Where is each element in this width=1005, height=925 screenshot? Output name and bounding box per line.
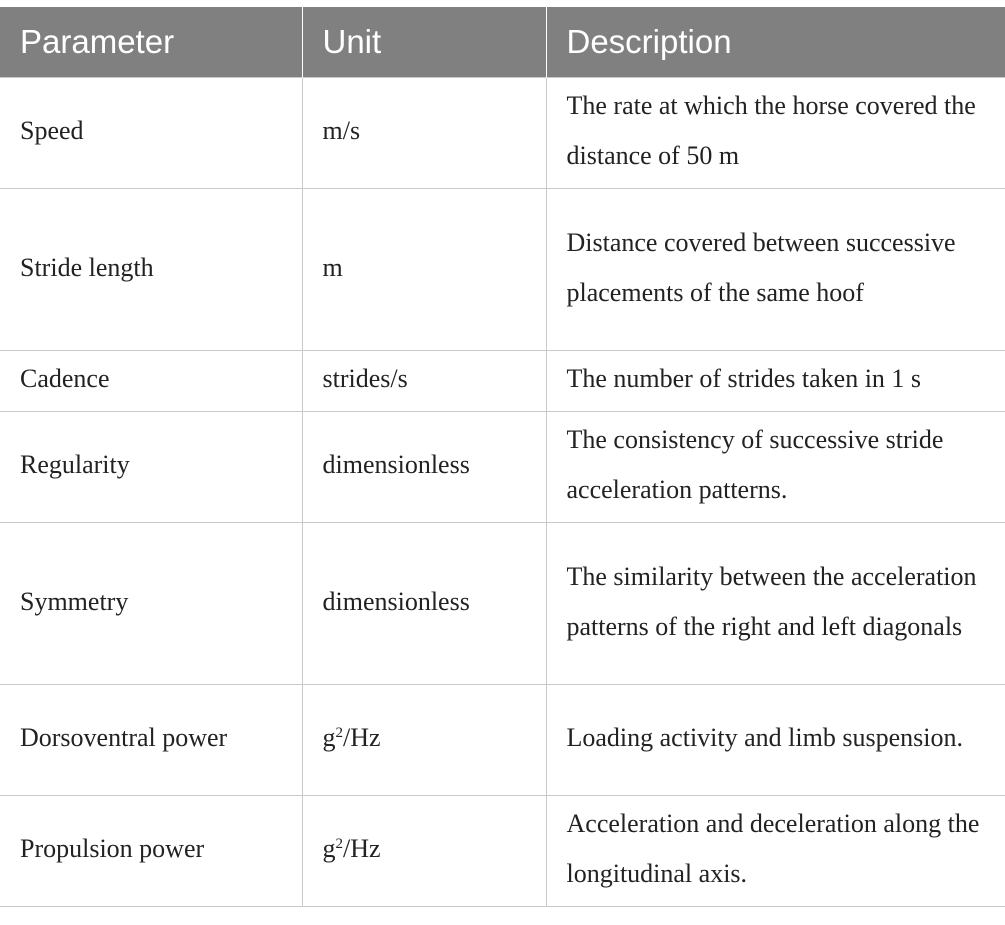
cell-unit (302, 795, 546, 906)
table-body (0, 77, 1005, 906)
parameters-table (0, 7, 1005, 907)
unit-exponent: 2 (335, 725, 343, 741)
cell-unit: strides/s (302, 350, 546, 411)
table-header (0, 7, 1005, 77)
unit-suffix: /Hz (343, 834, 381, 863)
cell-parameter: Dorsoventral power (0, 684, 302, 795)
cell-description: The similarity between the acceleration patterns of the right and left diagonals (546, 522, 1005, 684)
header-description: Description (546, 7, 1005, 77)
table-row (0, 350, 1005, 411)
table-row (0, 188, 1005, 350)
header-parameter: Parameter (0, 7, 302, 77)
cell-unit: m/s (302, 77, 546, 188)
cell-parameter: Regularity (0, 411, 302, 522)
header-row (0, 7, 1005, 77)
cell-unit: dimensionless (302, 411, 546, 522)
cell-parameter: Propulsion power (0, 795, 302, 906)
cell-unit: dimensionless (302, 522, 546, 684)
cell-parameter: Symmetry (0, 522, 302, 684)
cell-parameter: Stride length (0, 188, 302, 350)
cell-description: The rate at which the horse covered the distance of 50 m (546, 77, 1005, 188)
table-row (0, 77, 1005, 188)
table-row (0, 795, 1005, 906)
header-unit: Unit (302, 7, 546, 77)
unit-exponent: 2 (335, 836, 343, 852)
table-row (0, 522, 1005, 684)
cell-unit: m (302, 188, 546, 350)
table-row (0, 411, 1005, 522)
cell-description: Acceleration and deceleration along the longitudinal axis. (546, 795, 1005, 906)
cell-description: Loading activity and limb suspension. (546, 684, 1005, 795)
unit-suffix: /Hz (343, 723, 381, 752)
cell-description: Distance covered between successive placements of the same hoof (546, 188, 1005, 350)
cell-description: The consistency of successive stride acceleration patterns. (546, 411, 1005, 522)
table-row (0, 684, 1005, 795)
cell-parameter: Speed (0, 77, 302, 188)
cell-description: The number of strides taken in 1 s (546, 350, 1005, 411)
unit-base: g (322, 834, 336, 863)
cell-parameter: Cadence (0, 350, 302, 411)
cell-unit (302, 684, 546, 795)
unit-base: g (322, 723, 336, 752)
